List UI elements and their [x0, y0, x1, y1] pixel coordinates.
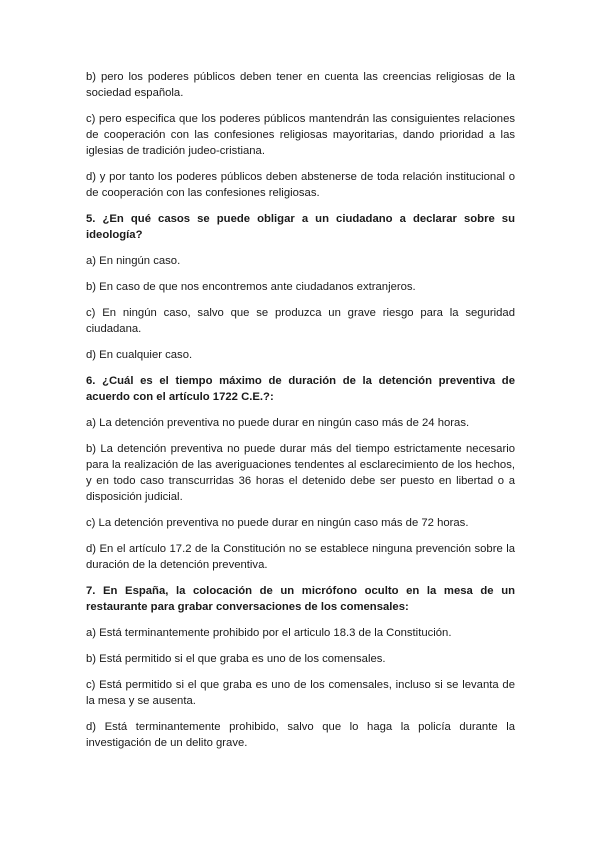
document-page — [86, 69, 515, 761]
option-6a: a) La detención preventiva no puede durar en ningún caso más de 24 horas. — [86, 417, 470, 429]
option-6d: d) En el artículo 17.2 de la Constitución no se establece ninguna prevención sobre la duración de la detención preventiva. — [86, 543, 515, 571]
option-7b: b) Está permitido si el que graba es uno de los comensales. — [86, 653, 386, 665]
option-5c: c) En ningún caso, salvo que se produzca un grave riesgo para la seguridad ciudadana. — [86, 307, 515, 335]
question-5: 5. ¿En qué casos se puede obligar a un ciudadano a declarar sobre su ideología? — [86, 213, 515, 241]
question-6: 6. ¿Cuál es el tiempo máximo de duración de la detención preventiva de acuerdo con el artículo 1722 C.E.?: — [86, 375, 515, 403]
option-7c: c) Está permitido si el que graba es uno de los comensales, incluso si se levanta de la mesa y se ausenta. — [86, 679, 515, 707]
question-7: 7. En España, la colocación de un micrófono oculto en la mesa de un restaurante para grabar conversaciones de los comensales: — [86, 585, 515, 613]
option-5b: b) En caso de que nos encontremos ante ciudadanos extranjeros. — [86, 281, 416, 293]
option-6c: c) La detención preventiva no puede durar en ningún caso más de 72 horas. — [86, 517, 469, 529]
option-4b: b) pero los poderes públicos deben tener en cuenta las creencias religiosas de la sociedad española. — [86, 71, 515, 99]
option-4d: d) y por tanto los poderes públicos deben abstenerse de toda relación institucional o de cooperación con las confesiones religiosas. — [86, 171, 515, 199]
option-4c: c) pero especifica que los poderes públicos mantendrán las consiguientes relaciones de cooperación con las confesiones religiosas mayoritarias, dando prioridad a las iglesias de tradición judeo-cristiana. — [86, 113, 515, 157]
option-5d: d) En cualquier caso. — [86, 349, 193, 361]
option-7d: d) Está terminantemente prohibido, salvo que lo haga la policía durante la investigación de un delito grave. — [86, 721, 515, 749]
option-7a: a) Está terminantemente prohibido por el articulo 18.3 de la Constitución. — [86, 627, 452, 639]
option-5a: a) En ningún caso. — [86, 255, 181, 267]
option-6b: b) La detención preventiva no puede durar más del tiempo estrictamente necesario para la realización de las averiguaciones tendentes al esclarecimiento de los hechos, y en todo caso transcurridas 36 horas el detenido debe ser puesto en libertad o a disposición judicial. — [86, 443, 515, 503]
